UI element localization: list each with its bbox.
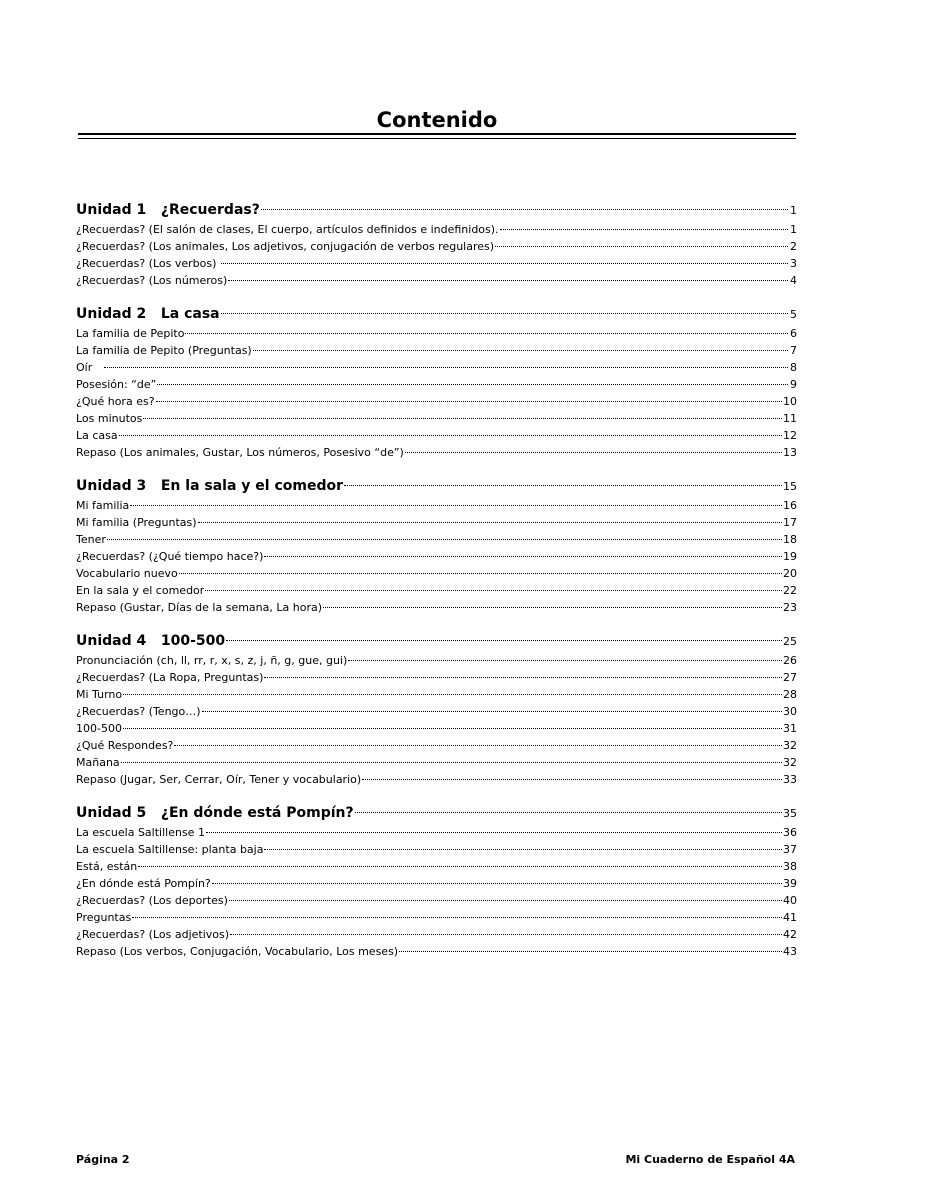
entry-title: Oír xyxy=(76,361,103,374)
toc-entry xyxy=(76,376,797,393)
entry-title: Repaso (Los animales, Gustar, Los números, Posesivo “de”) xyxy=(76,446,404,459)
entry-page-number: 40 xyxy=(783,894,797,907)
entry-page-number: 9 xyxy=(790,378,797,391)
entry-title: Pronunciación (ch, ll, rr, r, x, s, z, j, ñ, g, gue, gui) xyxy=(76,654,348,667)
toc-entry xyxy=(76,342,797,359)
unit-title: Unidad 4 100-500 xyxy=(76,633,226,649)
toc-entry xyxy=(76,824,797,841)
entry-title: Posesión: “de” xyxy=(76,378,157,391)
dot-leader xyxy=(399,951,782,952)
dot-leader xyxy=(230,934,782,935)
dot-leader xyxy=(119,435,782,436)
entry-page-number: 36 xyxy=(783,826,797,839)
toc-entry xyxy=(76,565,797,582)
entry-page-number: 12 xyxy=(783,429,797,442)
toc-entry xyxy=(76,841,797,858)
dot-leader xyxy=(405,452,782,453)
dot-leader xyxy=(198,522,782,523)
dot-leader xyxy=(495,246,788,247)
entry-page-number: 37 xyxy=(783,843,797,856)
entry-page-number: 26 xyxy=(783,654,797,667)
entry-page-number: 32 xyxy=(783,756,797,769)
entry-page-number: 33 xyxy=(783,773,797,786)
entry-title: ¿Recuerdas? (Tengo…) xyxy=(76,705,201,718)
toc-entry xyxy=(76,393,797,410)
entry-page-number: 10 xyxy=(783,395,797,408)
entry-page-number: 13 xyxy=(783,446,797,459)
dot-leader xyxy=(221,313,788,314)
unit-page-number: 5 xyxy=(790,308,797,321)
entry-page-number: 1 xyxy=(790,223,797,236)
entry-page-number: 43 xyxy=(783,945,797,958)
dot-leader xyxy=(185,333,788,334)
dot-leader xyxy=(174,745,782,746)
toc-entry xyxy=(76,943,797,960)
dot-leader xyxy=(344,485,782,486)
toc-entry xyxy=(76,238,797,255)
dot-leader xyxy=(104,367,788,368)
dot-leader xyxy=(264,556,782,557)
toc-unit-heading xyxy=(76,631,797,652)
toc-entry xyxy=(76,926,797,943)
entry-title: Está, están xyxy=(76,860,138,873)
toc-entry xyxy=(76,548,797,565)
entry-page-number: 7 xyxy=(790,344,797,357)
toc-entry xyxy=(76,652,797,669)
entry-page-number: 27 xyxy=(783,671,797,684)
toc-entry xyxy=(76,531,797,548)
entry-title: La escuela Saltillense: planta baja xyxy=(76,843,264,856)
entry-title: ¿En dónde está Pompín? xyxy=(76,877,211,890)
title-divider-thin xyxy=(78,138,796,139)
dot-leader xyxy=(107,539,782,540)
toc-entry xyxy=(76,771,797,788)
toc-entry xyxy=(76,737,797,754)
entry-title: ¿Recuerdas? (Los números) xyxy=(76,274,228,287)
page-title: Contenido xyxy=(376,108,498,132)
dot-leader xyxy=(179,573,782,574)
entry-page-number: 4 xyxy=(790,274,797,287)
unit-page-number: 1 xyxy=(790,204,797,217)
toc-entry xyxy=(76,497,797,514)
toc-entry xyxy=(76,514,797,531)
entry-page-number: 41 xyxy=(783,911,797,924)
dot-leader xyxy=(205,590,782,591)
entry-title: Mi familia xyxy=(76,499,130,512)
dot-leader xyxy=(138,866,782,867)
entry-page-number: 3 xyxy=(790,257,797,270)
toc-section xyxy=(76,803,797,960)
toc-entry xyxy=(76,410,797,427)
unit-title: Unidad 2 La casa xyxy=(76,306,220,322)
toc-entry xyxy=(76,359,797,376)
dot-leader xyxy=(132,917,782,918)
toc-entry xyxy=(76,582,797,599)
entry-page-number: 20 xyxy=(783,567,797,580)
toc-entry xyxy=(76,427,797,444)
entry-title: Mañana xyxy=(76,756,120,769)
unit-title: Unidad 1 ¿Recuerdas? xyxy=(76,202,260,218)
entry-page-number: 30 xyxy=(783,705,797,718)
toc-entry xyxy=(76,255,797,272)
toc-entry xyxy=(76,599,797,616)
entry-title: Vocabulario nuevo xyxy=(76,567,178,580)
toc-unit-heading xyxy=(76,304,797,325)
toc-entry xyxy=(76,875,797,892)
entry-title: En la sala y el comedor xyxy=(76,584,205,597)
entry-title: ¿Recuerdas? (Los animales, Los adjetivos, conjugación de verbos regulares) xyxy=(76,240,495,253)
entry-page-number: 31 xyxy=(783,722,797,735)
entry-title: La escuela Saltillense 1 xyxy=(76,826,205,839)
dot-leader xyxy=(362,779,782,780)
entry-title: ¿Qué Respondes? xyxy=(76,739,174,752)
dot-leader xyxy=(206,832,782,833)
dot-leader xyxy=(264,849,782,850)
title-divider xyxy=(78,133,796,135)
dot-leader xyxy=(348,660,782,661)
toc-section xyxy=(76,631,797,788)
entry-title: Repaso (Gustar, Días de la semana, La hora) xyxy=(76,601,323,614)
toc-entry xyxy=(76,858,797,875)
dot-leader xyxy=(156,401,782,402)
toc-unit-heading xyxy=(76,200,797,221)
entry-title: La casa xyxy=(76,429,118,442)
entry-title: ¿Recuerdas? (La Ropa, Preguntas) xyxy=(76,671,264,684)
entry-title: Mi Turno xyxy=(76,688,123,701)
entry-page-number: 28 xyxy=(783,688,797,701)
dot-leader xyxy=(264,677,782,678)
dot-leader xyxy=(121,762,782,763)
entry-page-number: 23 xyxy=(783,601,797,614)
dot-leader xyxy=(130,505,782,506)
entry-title: 100-500 xyxy=(76,722,122,735)
unit-page-number: 15 xyxy=(783,480,797,493)
footer-page-number: Página 2 xyxy=(76,1153,130,1166)
toc-entry xyxy=(76,272,797,289)
unit-page-number: 25 xyxy=(783,635,797,648)
dot-leader xyxy=(323,607,782,608)
entry-title: ¿Recuerdas? (¿Qué tiempo hace?) xyxy=(76,550,264,563)
entry-title: Repaso (Los verbos, Conjugación, Vocabulario, Los meses) xyxy=(76,945,399,958)
toc-entry xyxy=(76,892,797,909)
dot-leader xyxy=(500,229,788,230)
entry-title: Preguntas xyxy=(76,911,132,924)
entry-title: La familia de Pepito xyxy=(76,327,185,340)
entry-page-number: 32 xyxy=(783,739,797,752)
toc-entry xyxy=(76,720,797,737)
entry-title: ¿Recuerdas? (Los verbos) xyxy=(76,257,220,270)
entry-page-number: 2 xyxy=(790,240,797,253)
dot-leader xyxy=(229,900,782,901)
toc-unit-heading xyxy=(76,803,797,824)
toc-entry xyxy=(76,909,797,926)
dot-leader xyxy=(221,263,788,264)
toc-entry xyxy=(76,754,797,771)
dot-leader xyxy=(228,280,788,281)
toc-entry xyxy=(76,221,797,238)
entry-page-number: 19 xyxy=(783,550,797,563)
entry-page-number: 22 xyxy=(783,584,797,597)
dot-leader xyxy=(143,418,782,419)
dot-leader xyxy=(261,209,788,210)
toc-entry xyxy=(76,444,797,461)
toc-section xyxy=(76,200,797,289)
entry-page-number: 39 xyxy=(783,877,797,890)
dot-leader xyxy=(253,350,788,351)
toc-entry xyxy=(76,703,797,720)
entry-title: La familia de Pepito (Preguntas) xyxy=(76,344,252,357)
dot-leader xyxy=(212,883,782,884)
dot-leader xyxy=(123,694,782,695)
entry-title: ¿Recuerdas? (Los adjetivos) xyxy=(76,928,230,941)
entry-page-number: 8 xyxy=(790,361,797,374)
toc-entry xyxy=(76,686,797,703)
entry-page-number: 16 xyxy=(783,499,797,512)
unit-title: Unidad 3 En la sala y el comedor xyxy=(76,478,343,494)
entry-page-number: 42 xyxy=(783,928,797,941)
toc-section xyxy=(76,476,797,616)
entry-page-number: 18 xyxy=(783,533,797,546)
toc-entry xyxy=(76,325,797,342)
dot-leader xyxy=(157,384,788,385)
entry-title: ¿Qué hora es? xyxy=(76,395,155,408)
unit-page-number: 35 xyxy=(783,807,797,820)
toc-entry xyxy=(76,669,797,686)
entry-page-number: 6 xyxy=(790,327,797,340)
unit-title: Unidad 5 ¿En dónde está Pompín? xyxy=(76,805,354,821)
entry-page-number: 17 xyxy=(783,516,797,529)
toc-section xyxy=(76,304,797,461)
dot-leader xyxy=(226,640,782,641)
dot-leader xyxy=(123,728,782,729)
entry-title: Mi familia (Preguntas) xyxy=(76,516,197,529)
entry-page-number: 11 xyxy=(783,412,797,425)
entry-title: Tener xyxy=(76,533,106,546)
toc-unit-heading xyxy=(76,476,797,497)
dot-leader xyxy=(355,812,782,813)
entry-title: ¿Recuerdas? (El salón de clases, El cuerpo, artículos definidos e indefinidos). xyxy=(76,223,499,236)
entry-title: ¿Recuerdas? (Los deportes) xyxy=(76,894,228,907)
entry-page-number: 38 xyxy=(783,860,797,873)
entry-title: Repaso (Jugar, Ser, Cerrar, Oír, Tener y vocabulario) xyxy=(76,773,362,786)
table-of-contents xyxy=(76,200,797,975)
entry-title: Los minutos xyxy=(76,412,143,425)
dot-leader xyxy=(202,711,782,712)
footer-book-title: Mi Cuaderno de Español 4A xyxy=(625,1153,795,1166)
